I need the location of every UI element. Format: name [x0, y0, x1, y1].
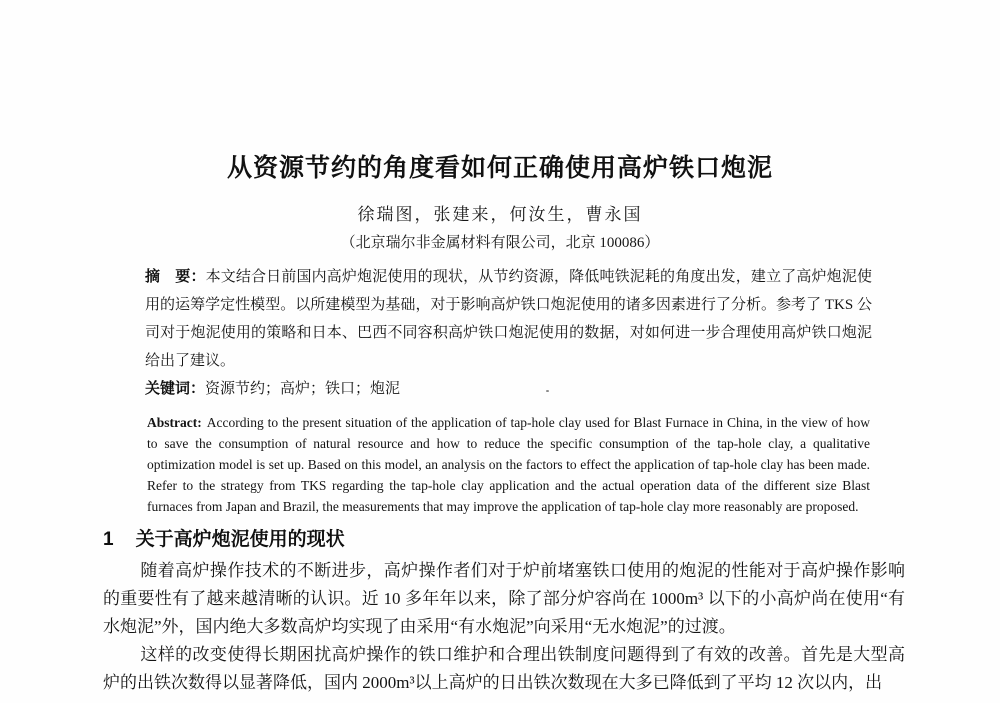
chinese-abstract-paragraph [145, 263, 872, 375]
paper-title: 从资源节约的角度看如何正确使用高炉铁口炮泥 [226, 154, 773, 182]
body-paragraph-1: 随着高炉操作技术的不断进步，高炉操作者们对于炉前堵塞铁口使用的炮泥的性能对于高炉操作影响的重要性有了越来越清晰的认识。近 10 多年年以来，除了部分炉容尚在 1000m³ 以下的小高炉尚在使用“有水炮泥”外，国内绝大多数高炉均实现了由采用“有水炮泥”向采用“无水炮泥”的过渡。 [103, 561, 905, 636]
scan-speck [546, 390, 549, 392]
english-abstract-paragraph [147, 412, 870, 517]
chinese-abstract-text: 本文结合日前国内高炉炮泥使用的现状，从节约资源，降低吨铁泥耗的角度出发，建立了高炉炮泥使用的运筹学定性模型。以所建模型为基础，对于影响高炉铁口炮泥使用的诸多因素进行了分析。参考了 TKS 公司对于炮泥使用的策略和日本、巴西不同容积高炉铁口炮泥使用的数据，对如何进一步合理使用高炉铁口炮泥给出了建议。 [145, 269, 872, 369]
paper-affiliation: （北京瑞尔非金属材料有限公司，北京 100086） [340, 235, 660, 251]
english-abstract-label: Abstract: [147, 415, 202, 430]
chinese-abstract-label: 摘 要： [145, 268, 206, 285]
english-abstract-text: According to the present situation of the application of tap-hole clay used for Blast Furnace in China, in the view of how to save the consumption of natural resource and how to reduce the specific consumption of the tap-hole clay, a qualitative optimization model is set up. Based on this model, an analysis on the factors to effect the application of tap-hole clay has been made. Refer to the strategy from TKS regarding the tap-hole clay application and the actual operation data of the different size Blast furnaces from Japan and Brazil, the measurements that may improve the application of tap-hole clay more reasonably are proposed. [147, 415, 870, 514]
chinese-abstract-block [145, 263, 872, 403]
paper-authors: 徐瑞图，张建来，何汝生，曹永国 [357, 205, 643, 224]
keywords-label: 关键词： [145, 380, 206, 397]
section-1-number: 1 [103, 529, 114, 550]
keywords-line [145, 375, 872, 403]
section-1-title: 关于高炉炮泥使用的现状 [135, 529, 345, 550]
section-1-heading [103, 527, 905, 553]
keywords-text: 资源节约；高炉；铁口；炮泥 [205, 381, 401, 397]
body-paragraph-2: 这样的改变使得长期困扰高炉操作的铁口维护和合理出铁制度问题得到了有效的改善。首先是大型高炉的出铁次数得以显著降低，国内 2000m³以上高炉的日出铁次数现在大多已降低到了平均 12 次以内，出 [103, 645, 905, 692]
english-abstract-block [147, 412, 870, 517]
body-text-block [103, 557, 905, 697]
